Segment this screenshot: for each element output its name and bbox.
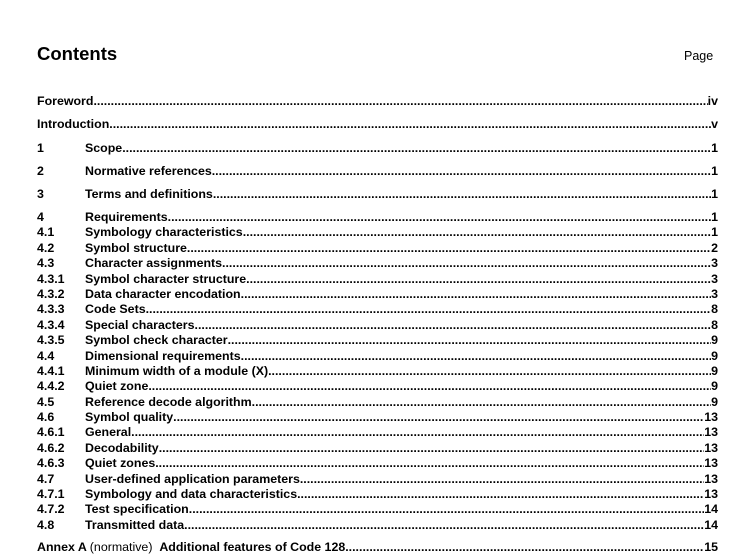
toc-entry[interactable]: 4.4.1 Minimum width of a module (X) ..... 9 <box>37 364 718 379</box>
toc-entry[interactable]: 2 Normative references ..... 1 <box>37 164 718 179</box>
toc-entry[interactable]: 4.3.2 Data character encodation ..... 3 <box>37 287 718 302</box>
toc-entry-introduction[interactable]: Introduction ..... v <box>37 117 718 132</box>
toc-entry[interactable]: 4.3.3 Code Sets ..... 8 <box>37 302 718 317</box>
toc-entry[interactable]: 4.3 Character assignments ..... 3 <box>37 256 718 271</box>
table-of-contents <box>37 94 718 109</box>
toc-annex-a <box>37 540 718 555</box>
toc-entry[interactable]: 4.7.2 Test specification ..... 14 <box>37 502 718 517</box>
toc-entry[interactable]: 4 Requirements ..... 1 <box>37 210 718 225</box>
toc-entry[interactable]: 4.6.3 Quiet zones ..... 13 <box>37 456 718 471</box>
toc-entry[interactable]: 4.1 Symbology characteristics ..... 1 <box>37 225 718 240</box>
toc-entry-foreword[interactable]: Foreword ..... iv <box>37 94 718 109</box>
toc-entry[interactable]: 4.4.2 Quiet zone ..... 9 <box>37 379 718 394</box>
toc-clause-2 <box>37 164 718 179</box>
toc-entry[interactable]: 4.4 Dimensional requirements ..... 9 <box>37 349 718 364</box>
toc-entry[interactable]: 4.3.4 Special characters ..... 8 <box>37 318 718 333</box>
toc-entry[interactable]: 3 Terms and definitions ..... 1 <box>37 187 718 202</box>
toc-entry[interactable]: 4.5 Reference decode algorithm ..... 9 <box>37 395 718 410</box>
toc-clause-1 <box>37 141 718 156</box>
toc-entry[interactable]: 4.3.5 Symbol check character ..... 9 <box>37 333 718 348</box>
toc-clause-4 <box>37 210 718 533</box>
annex-note: (normative) <box>89 540 153 554</box>
toc-entry[interactable]: 4.6.2 Decodability ..... 13 <box>37 441 718 456</box>
toc-entry[interactable]: 4.8 Transmitted data ..... 14 <box>37 518 718 533</box>
toc-clause-3 <box>37 187 718 202</box>
annex-label: Annex A <box>37 540 87 554</box>
toc-entry[interactable]: 4.6.1 General ..... 13 <box>37 425 718 440</box>
toc-entry[interactable]: 1 Scope ..... 1 <box>37 141 718 156</box>
toc-entry[interactable]: 4.7.1 Symbology and data characteristics ..... 13 <box>37 487 718 502</box>
toc-entry-annex-a[interactable]: Annex A (normative) Additional features of Code 128 ..... 15 <box>37 540 718 555</box>
page-title: Contents <box>37 43 118 64</box>
toc-entry[interactable]: 4.6 Symbol quality ..... 13 <box>37 410 718 425</box>
toc-entry[interactable]: 4.3.1 Symbol character structure ..... 3 <box>37 272 718 287</box>
annex-title: Additional features of Code 128 <box>159 540 346 554</box>
page-column-label: Page <box>684 49 714 63</box>
table-of-contents-intro <box>37 117 718 132</box>
toc-entry[interactable]: 4.2 Symbol structure ..... 2 <box>37 241 718 256</box>
toc-entry[interactable]: 4.7 User-defined application parameters ..... 13 <box>37 472 718 487</box>
